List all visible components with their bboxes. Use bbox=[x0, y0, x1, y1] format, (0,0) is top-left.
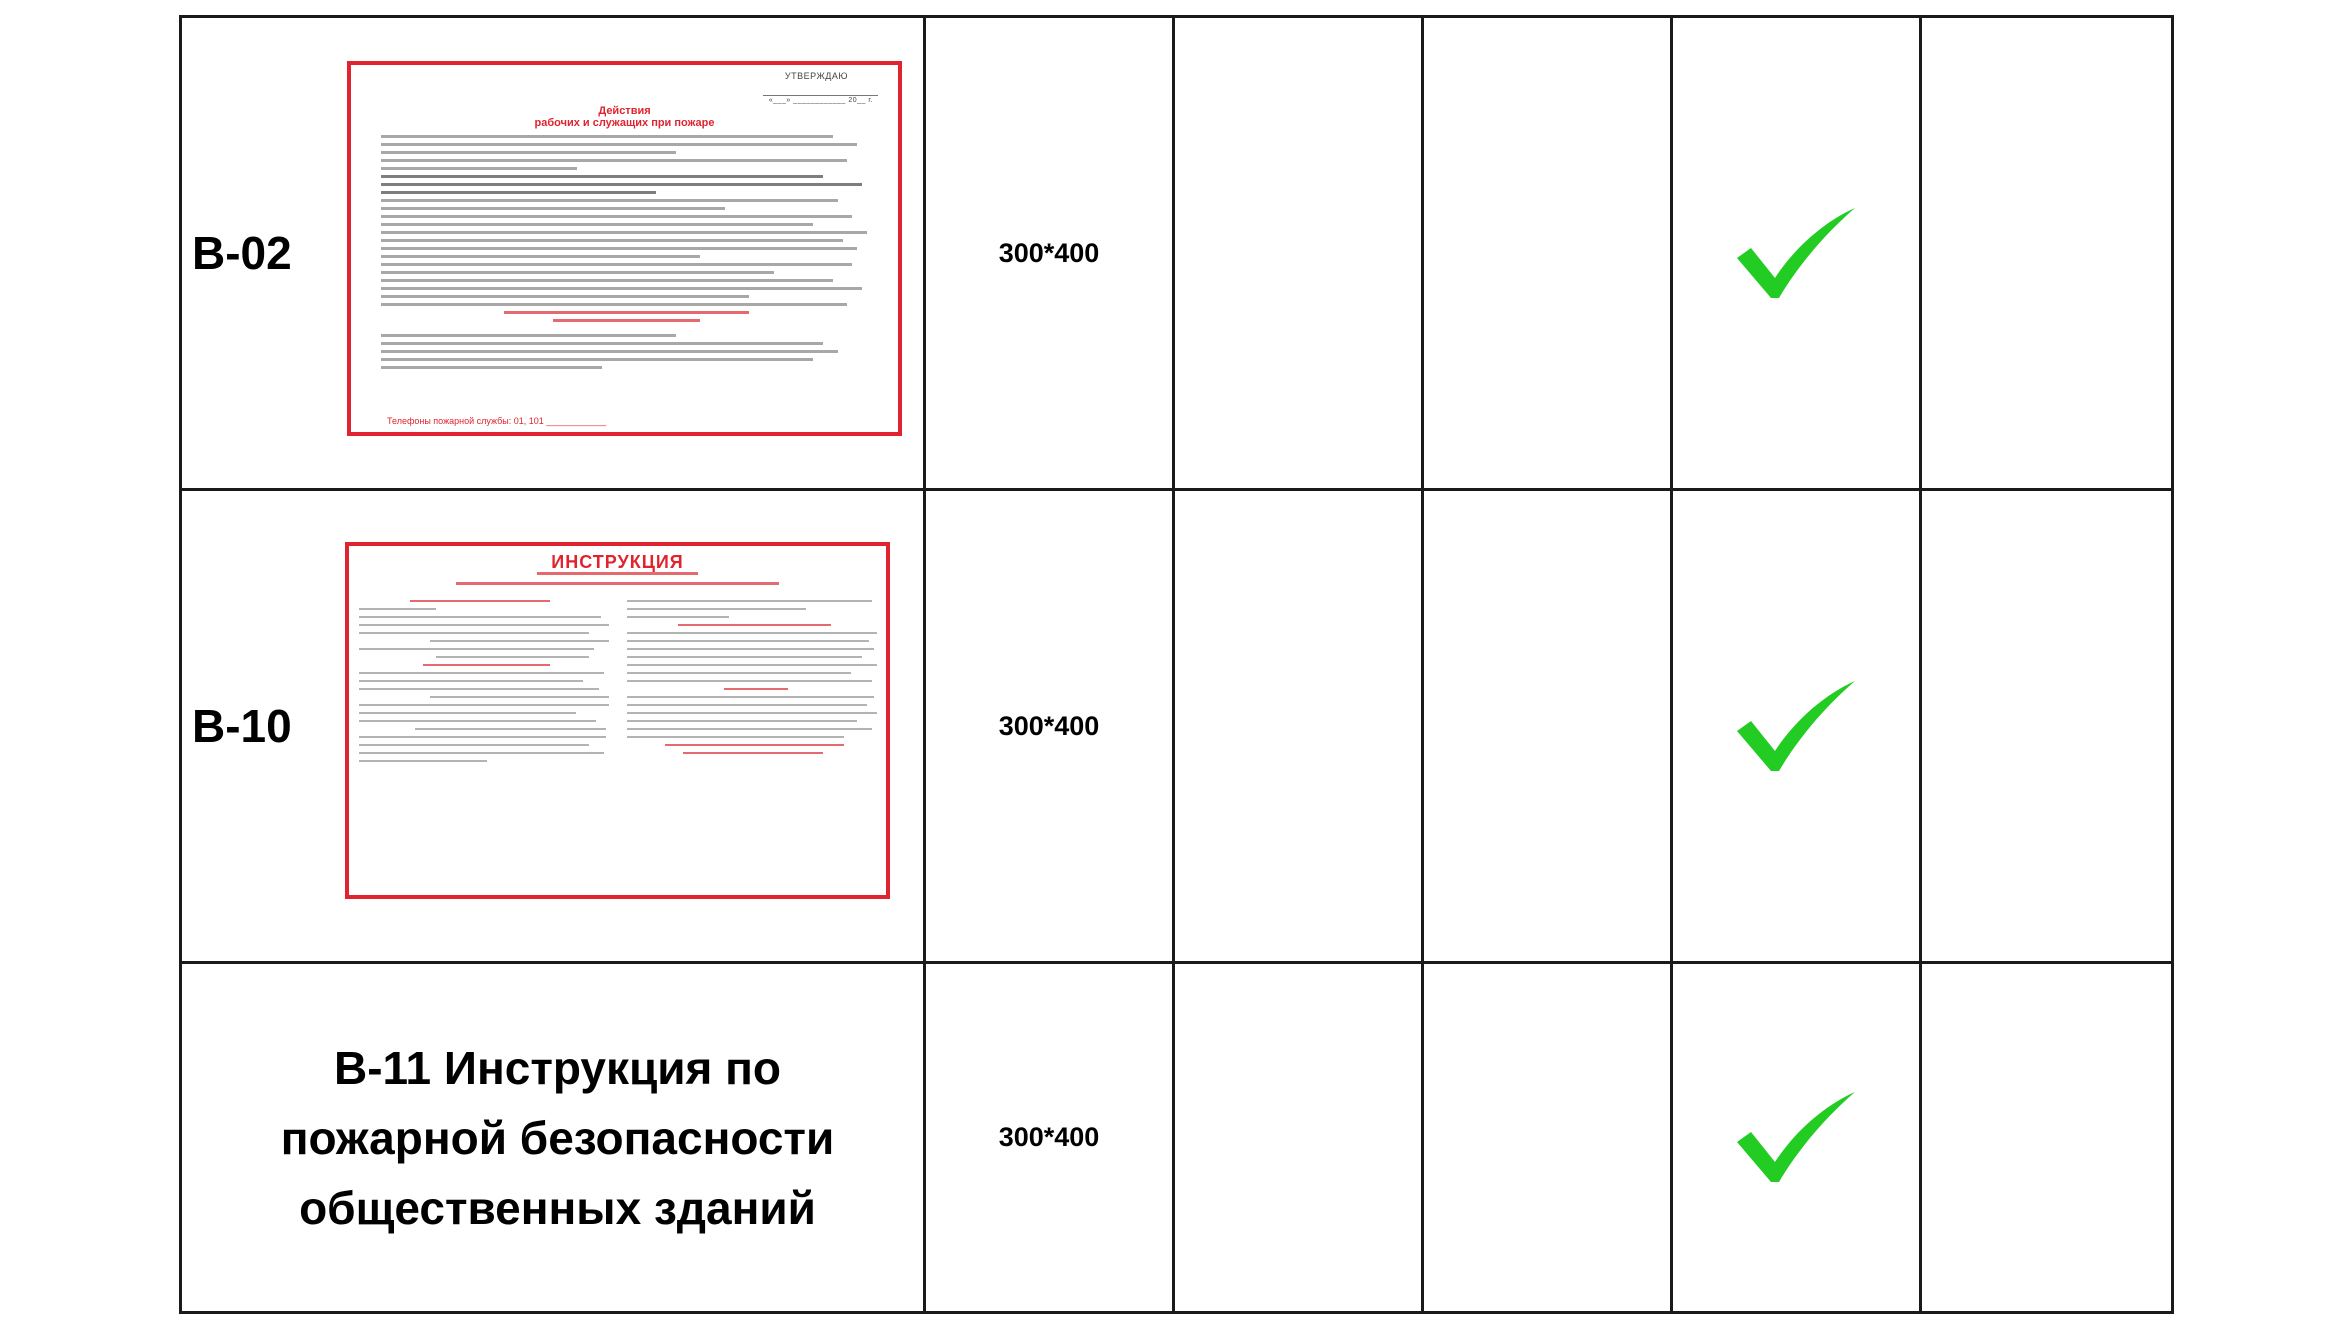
poster-subtitle bbox=[349, 582, 886, 585]
name-cell bbox=[181, 490, 925, 963]
empty-cell bbox=[1921, 490, 2173, 963]
table-row bbox=[181, 490, 2173, 963]
product-code: В-02 bbox=[192, 227, 292, 279]
name-cell bbox=[181, 17, 925, 490]
poster-title: ИНСТРУКЦИЯ bbox=[551, 552, 684, 572]
empty-cell bbox=[1423, 963, 1672, 1313]
check-cell bbox=[1672, 490, 1921, 963]
table-row bbox=[181, 963, 2173, 1313]
size-cell: 300*400 bbox=[925, 963, 1174, 1313]
size-cell: 300*400 bbox=[925, 490, 1174, 963]
product-table bbox=[179, 15, 2174, 1314]
empty-cell bbox=[1921, 17, 2173, 490]
poster-thumbnail bbox=[345, 542, 890, 899]
poster-body-text bbox=[381, 135, 872, 374]
empty-cell bbox=[1174, 490, 1423, 963]
poster-footer: Телефоны пожарной службы: 01, 101 ____________ bbox=[387, 416, 607, 426]
empty-cell bbox=[1174, 963, 1423, 1313]
poster-line bbox=[763, 95, 878, 96]
check-cell bbox=[1672, 963, 1921, 1313]
poster-date-line: «___» ____________ 20__ г. bbox=[768, 97, 873, 104]
table-row bbox=[181, 17, 2173, 490]
check-cell bbox=[1672, 17, 1921, 490]
poster-heading: Действия bbox=[598, 105, 651, 117]
empty-cell bbox=[1174, 17, 1423, 490]
poster-thumbnail bbox=[347, 61, 902, 436]
size-cell: 300*400 bbox=[925, 17, 1174, 490]
product-title: В-11 Инструкция по пожарной безопасности общественных зданий bbox=[181, 963, 925, 1313]
empty-cell bbox=[1423, 17, 1672, 490]
checkmark-icon bbox=[1731, 1090, 1861, 1185]
poster-right-column bbox=[627, 600, 882, 881]
checkmark-icon bbox=[1731, 679, 1861, 774]
empty-cell bbox=[1423, 490, 1672, 963]
checkmark-icon bbox=[1731, 206, 1861, 301]
poster-subtitle bbox=[349, 572, 886, 575]
poster-left-column bbox=[359, 600, 614, 881]
empty-cell bbox=[1921, 963, 2173, 1313]
poster-subheading: рабочих и служащих при пожаре bbox=[534, 117, 715, 129]
poster-approve-label: УТВЕРЖДАЮ bbox=[784, 71, 848, 81]
product-code: В-10 bbox=[192, 700, 292, 752]
